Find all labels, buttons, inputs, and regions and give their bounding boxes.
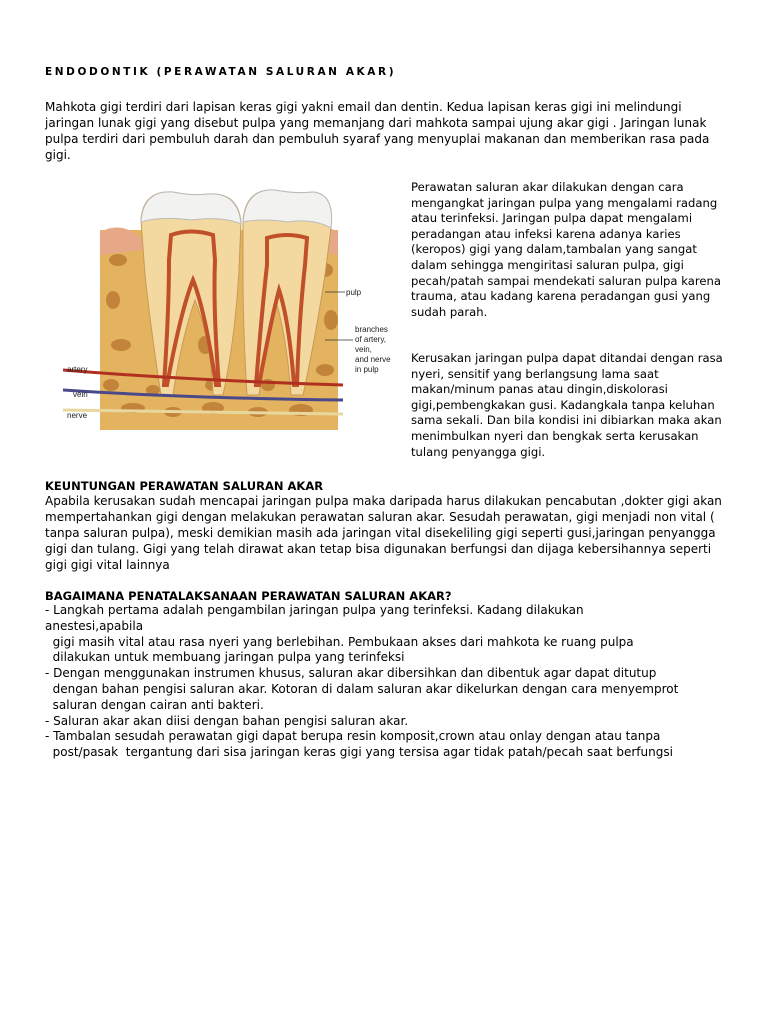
- label-vein: vein: [73, 390, 88, 399]
- steps-list: [45, 603, 735, 761]
- heading-keuntungan: KEUNTUNGAN PERAWATAN SALURAN AKAR: [45, 479, 324, 493]
- steps-line: anestesi,apabila: [45, 618, 144, 633]
- steps-line: post/pasak tergantung dari sisa jaringan keras gigi yang tersisa agar tidak patah/pecah saat berfungsi: [45, 745, 673, 760]
- steps-line: gigi masih vital atau rasa nyeri yang berlebihan. Pembukaan akses dari mahkota ke ruang pulpa: [45, 634, 634, 649]
- tooth-anatomy-illustration: [63, 180, 398, 440]
- left-tooth-enamel: [141, 192, 241, 224]
- label-branches-2: of artery,: [355, 335, 386, 344]
- steps-line: dilakukan untuk membuang jaringan pulpa yang terinfeksi: [45, 650, 405, 665]
- steps-line: - Langkah pertama adalah pengambilan jaringan pulpa yang terinfeksi. Kadang dilakukan: [45, 603, 584, 617]
- label-nerve: nerve: [67, 411, 88, 420]
- label-branches-4: and nerve: [355, 355, 391, 364]
- label-artery: artery: [67, 365, 88, 374]
- document-title: ENDODONTIK (PERAWATAN SALURAN AKAR): [45, 66, 397, 78]
- tooth-diagram: [63, 180, 398, 440]
- side-paragraph-1: Perawatan saluran akar dilakukan dengan cara mengangkat jaringan pulpa yang mengalami radang atau terinfeksi. Jaringan pulpa dapat mengalami peradangan atau infeksi karena adanya karies (keropos) gigi yang dalam,tambalan yang sangat dalam sehingga mengiritasi saluran pulpa, gigi pecah/patah sampai mendekati saluran pulpa karena trauma, atau kadang karena peradangan gusi yang sudah parah.: [411, 180, 721, 319]
- side-paragraph-2: Kerusakan jaringan pulpa dapat ditandai dengan rasa nyeri, sensitif yang berlangsung lama saat makan/minum panas atau dingin,diskolorasi gigi,pembengkakan gusi. Kadangkala tanpa keluhan sama sekali. Dan bila kondisi ini dibiarkan maka akan menimbulkan nyeri dan bengkak serta kerusakan tulang penyangga gigi.: [411, 351, 723, 459]
- label-branches-5: in pulp: [355, 365, 379, 374]
- label-branches-3: vein,: [355, 345, 372, 354]
- steps-line: dengan bahan pengisi saluran akar. Kotoran di dalam saluran akar dikelurkan dengan cara menyemprot: [45, 681, 679, 696]
- intro-paragraph: Mahkota gigi terdiri dari lapisan keras gigi yakni email dan dentin. Kedua lapisan keras gigi ini melindungi jaringan lunak gigi yang disebut pulpa yang memanjang dari mahkota sampai ujung akar gigi . Jaringan lunak pulpa terdiri dari pembuluh darah dan pembuluh syaraf yang menyuplai makanan dan memberikan rasa pada gigi.: [45, 100, 710, 162]
- heading-penatalaksanaan: BAGAIMANA PENATALAKSANAAN PERAWATAN SALURAN AKAR?: [45, 589, 452, 603]
- steps-line: - Tambalan sesudah perawatan gigi dapat berupa resin komposit,crown atau onlay dengan atau tanpa: [45, 729, 661, 744]
- label-branches-1: branches: [355, 325, 388, 334]
- steps-line: - Dengan menggunakan instrumen khusus, saluran akar dibersihkan dan dibentuk agar dapat ditutup: [45, 666, 657, 681]
- steps-line: saluran dengan cairan anti bakteri.: [45, 697, 264, 712]
- label-pulp: pulp: [346, 288, 362, 297]
- steps-line: - Saluran akar akan diisi dengan bahan pengisi saluran akar.: [45, 713, 409, 728]
- keuntungan-paragraph: Apabila kerusakan sudah mencapai jaringan pulpa maka daripada harus dilakukan pencabutan ,dokter gigi akan mempertahankan gigi dengan melakukan perawatan saluran akar. Sesudah perawatan, gigi menjadi non vital ( tanpa saluran pulpa), meski demikian masih ada jaringan vital disekeliling gigi seperti gusi,jaringan penyangga gigi dan tulang. Gigi yang telah dirawat akan tetap bisa digunakan berfungsi dan dijaga kebersihannya seperti gigi gigi vital lainnya: [45, 494, 722, 572]
